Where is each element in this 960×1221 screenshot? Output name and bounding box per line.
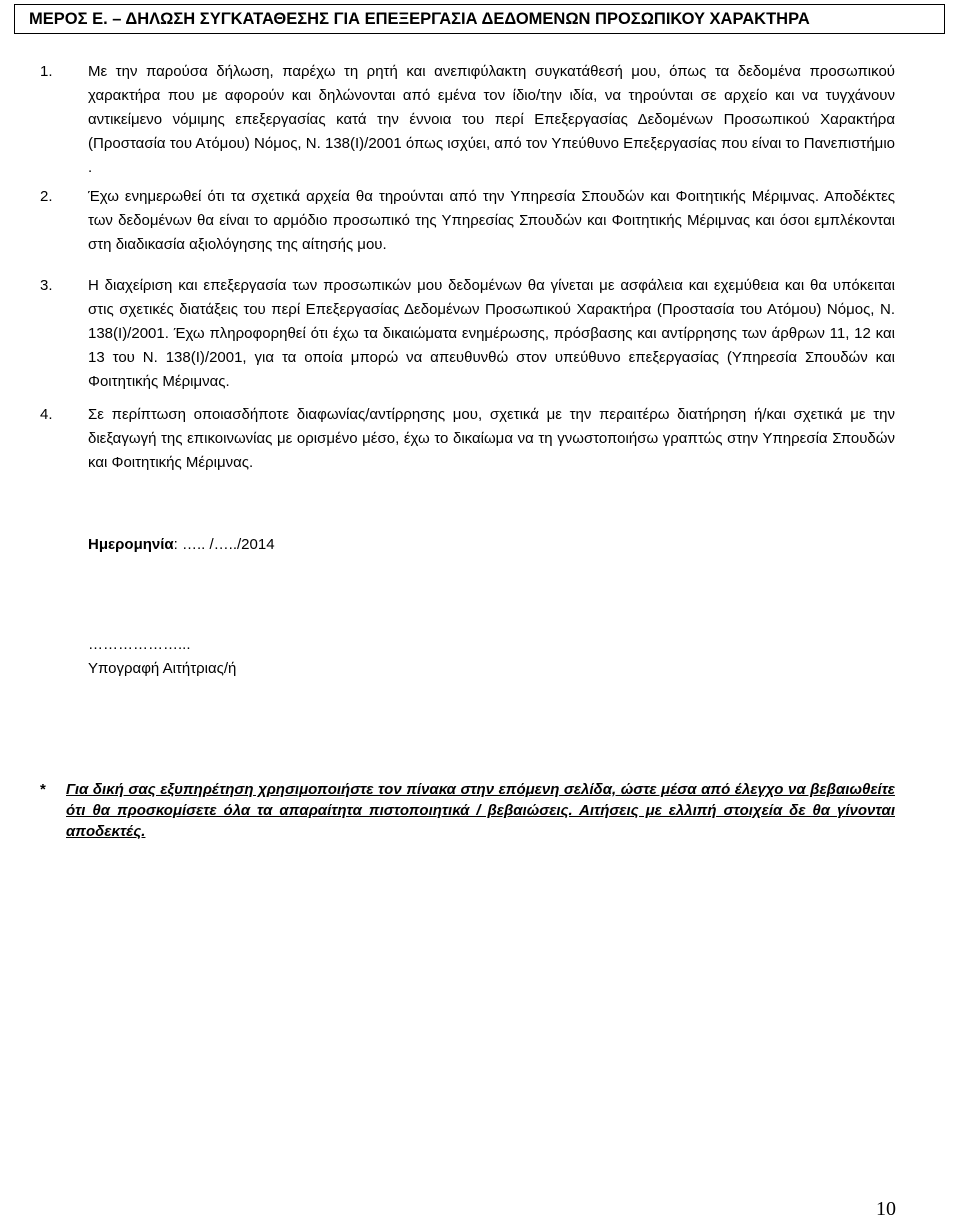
- consent-item-4: [40, 403, 895, 475]
- footnote: [40, 779, 895, 842]
- page-number: 10: [876, 1198, 896, 1220]
- footnote-text: Για δική σας εξυπηρέτηση χρησιμοποιήστε τον πίνακα στην επόμενη σελίδα, ώστε μέσα από έλεγχο να βεβαιωθείτε ότι θα προσκομίσετε όλα τα απαραίτητα πιστοποιητικά / βεβαιώσεις. Αιτήσεις με ελλιπή στοιχεία δε θα γίνονται αποδεκτές.: [66, 781, 895, 840]
- item-number: 2.: [40, 188, 53, 205]
- consent-item-2: [40, 185, 895, 257]
- date-line: [88, 536, 275, 553]
- footnote-marker: *: [40, 781, 46, 798]
- consent-item-3: [40, 274, 895, 394]
- item-number: 4.: [40, 406, 53, 423]
- item-text: Έχω ενημερωθεί ότι τα σχετικά αρχεία θα τηρούνται από την Υπηρεσία Σπουδών και Φοιτητικής Μέριμνας. Αποδέκτες των δεδομένων θα είναι το αρμόδιο προσωπικό της Υπηρεσίας Σπουδών και Φοιτητικής Μέριμνας και όσοι εμπλέκονται στη διαδικασία αξιολόγησης της αίτησής μου.: [88, 188, 895, 253]
- consent-item-1: [40, 60, 895, 180]
- section-title-box: [14, 4, 945, 34]
- signature-dots: ………………...: [88, 636, 191, 653]
- date-value: : ….. /…../2014: [173, 536, 275, 553]
- item-text: Με την παρούσα δήλωση, παρέχω τη ρητή και ανεπιφύλακτη συγκατάθεσή μου, όπως τα δεδομένα προσωπικού χαρακτήρα που με αφορούν και δηλώνονται από εμένα τον ίδιο/την ιδία, να τηρούνται σε αρχείο και να τυγχάνουν αντικείμενο νόμιμης επεξεργασίας κατά την έννοια του περί Επεξεργασίας Δεδομένων Προσωπικού Χαρακτήρα (Προστασία του Ατόμου) Νόμος, Ν. 138(Ι)/2001 όπως ισχύει, από τον Υπεύθυνο Επεξεργασίας που είναι το Πανεπιστήμιο .: [88, 63, 895, 176]
- item-text: Η διαχείριση και επεξεργασία των προσωπικών μου δεδομένων θα γίνεται με ασφάλεια και εχεμύθεια και θα υπόκειται στις σχετικές διατάξεις του περί Επεξεργασίας Δεδομένων Προσωπικού Χαρακτήρα (Προστασία του Ατόμου) Νόμος, Ν. 138(Ι)/2001. Έχω πληροφορηθεί ότι έχω τα δικαιώματα ενημέρωσης, πρόσβασης και αντίρρησης των άρθρων 11, 12 και 13 του Ν. 138(Ι)/2001, για τα οποία μπορώ να απευθυνθώ στον υπεύθυνο επεξεργασίας (Υπηρεσία Σπουδών και Φοιτητικής Μέριμνας.: [88, 277, 895, 390]
- signature-label: Υπογραφή Αιτήτριας/ή: [88, 660, 237, 677]
- item-number: 1.: [40, 63, 53, 80]
- item-number: 3.: [40, 277, 53, 294]
- section-title: ΜΕΡΟΣ Ε. – ΔΗΛΩΣΗ ΣΥΓΚΑΤΑΘΕΣΗΣ ΓΙΑ ΕΠΕΞΕΡΓΑΣΙΑ ΔΕΔΟΜΕΝΩΝ ΠΡΟΣΩΠΙΚΟΥ ΧΑΡΑΚΤΗΡΑ: [29, 9, 810, 28]
- date-label: Ημερομηνία: [88, 536, 174, 553]
- item-text: Σε περίπτωση οποιασδήποτε διαφωνίας/αντίρρησης μου, σχετικά με την περαιτέρω διατήρηση ή/και σχετικά με την διεξαγωγή της επικοινωνίας με ορισμένο μέσο, έχω το δικαίωμα να τη γνωστοποιήσω γραπτώς στην Υπηρεσία Σπουδών και Φοιτητικής Μέριμνας.: [88, 406, 895, 471]
